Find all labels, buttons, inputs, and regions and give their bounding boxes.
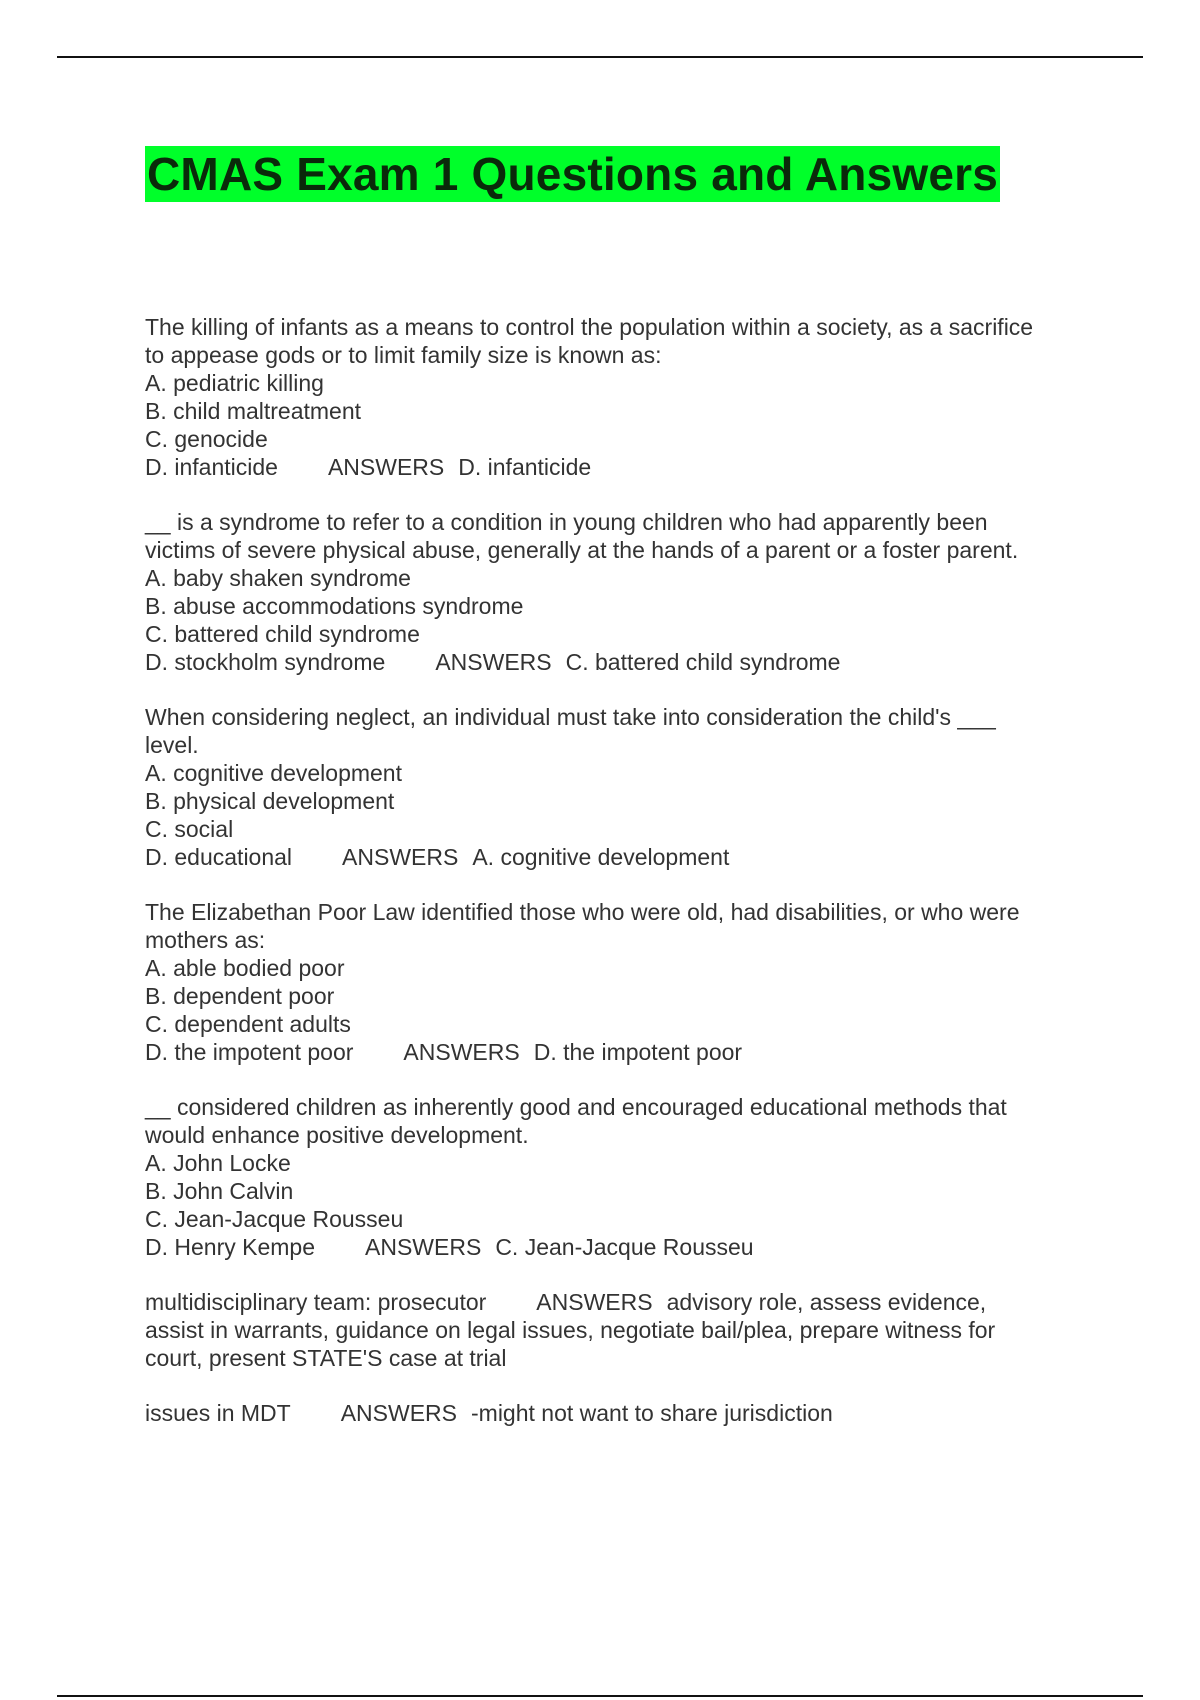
question-stem-line: victims of severe physical abuse, generally at the hands of a parent or a foster parent. [145, 537, 1019, 563]
answers-label: ANSWERS [342, 844, 459, 870]
question-block [145, 313, 1085, 481]
option-d: D. stockholm syndrome [145, 649, 386, 675]
question-block [145, 898, 1085, 1066]
answer-line [145, 453, 1085, 481]
option-b: B. physical development [145, 788, 395, 814]
answers-label: ANSWERS [403, 1039, 520, 1065]
option-a: A. baby shaken syndrome [145, 565, 411, 591]
question-stem-line: __ is a syndrome to refer to a condition in young children who had apparently been [145, 509, 988, 535]
option-d: D. Henry Kempe [145, 1234, 316, 1260]
flashcard-answer-line: assist in warrants, guidance on legal issues, negotiate bail/plea, prepare witness for [145, 1317, 996, 1343]
question-stem-line: When considering neglect, an individual must take into consideration the child's ___ [145, 704, 996, 730]
answers-label: ANSWERS [536, 1289, 653, 1315]
option-d: D. the impotent poor [145, 1039, 354, 1065]
answer-text: A. cognitive development [472, 844, 730, 870]
option-b: B. child maltreatment [145, 398, 362, 424]
question-stem-line: would enhance positive development. [145, 1122, 529, 1148]
flashcard-block [145, 1399, 1085, 1427]
answer-text: D. the impotent poor [533, 1039, 743, 1065]
flashcard-answer: advisory role, assess evidence, [666, 1289, 987, 1315]
question-stem-line: The Elizabethan Poor Law identified those who were old, had disabilities, or who were [145, 899, 1020, 925]
question-stem-line: The killing of infants as a means to control the population within a society, as a sacrifice [145, 314, 1034, 340]
option-a: A. cognitive development [145, 760, 402, 786]
answers-label: ANSWERS [435, 649, 552, 675]
answer-line [145, 843, 1085, 871]
flashcard-term-line [145, 1288, 1085, 1316]
option-c: C. social [145, 816, 234, 842]
answer-text: C. battered child syndrome [565, 649, 841, 675]
flashcard-term: multidisciplinary team: prosecutor [145, 1289, 487, 1315]
option-b: B. abuse accommodations syndrome [145, 593, 524, 619]
option-c: C. battered child syndrome [145, 621, 420, 647]
option-d: D. educational [145, 844, 293, 870]
flashcard-term: issues in MDT [145, 1400, 291, 1426]
header-rule [57, 56, 1143, 58]
option-a: A. pediatric killing [145, 370, 324, 396]
question-block [145, 703, 1085, 871]
answer-line [145, 1233, 1085, 1261]
option-c: C. Jean-Jacque Rousseu [145, 1206, 404, 1232]
option-b: B. dependent poor [145, 983, 335, 1009]
option-b: B. John Calvin [145, 1178, 294, 1204]
question-stem-line: __ considered children as inherently good and encouraged educational methods that [145, 1094, 1007, 1120]
question-stem-line: level. [145, 732, 199, 758]
question-block [145, 1093, 1085, 1261]
document-title: CMAS Exam 1 Questions and Answers [147, 148, 999, 200]
flashcard-block [145, 1288, 1085, 1372]
question-block [145, 508, 1085, 676]
answer-text: C. Jean-Jacque Rousseu [495, 1234, 754, 1260]
option-d: D. infanticide [145, 454, 278, 480]
title-wrap [145, 146, 1000, 202]
flashcard-answer-line: court, present STATE'S case at trial [145, 1345, 507, 1371]
option-a: A. able bodied poor [145, 955, 345, 981]
option-c: C. dependent adults [145, 1011, 351, 1037]
flashcard-answer: -might not want to share jurisdiction [471, 1400, 833, 1426]
question-stem-line: mothers as: [145, 927, 266, 953]
option-c: C. genocide [145, 426, 268, 452]
answer-text: D. infanticide [458, 454, 592, 480]
document-body [145, 313, 1085, 1454]
answers-label: ANSWERS [327, 454, 445, 480]
answer-line [145, 648, 1085, 676]
footer-rule [57, 1695, 1143, 1697]
flashcard-term-line [145, 1399, 1085, 1427]
answer-line [145, 1038, 1085, 1066]
answers-label: ANSWERS [365, 1234, 482, 1260]
question-stem-line: to appease gods or to limit family size is known as: [145, 342, 662, 368]
option-a: A. John Locke [145, 1150, 291, 1176]
answers-label: ANSWERS [340, 1400, 457, 1426]
